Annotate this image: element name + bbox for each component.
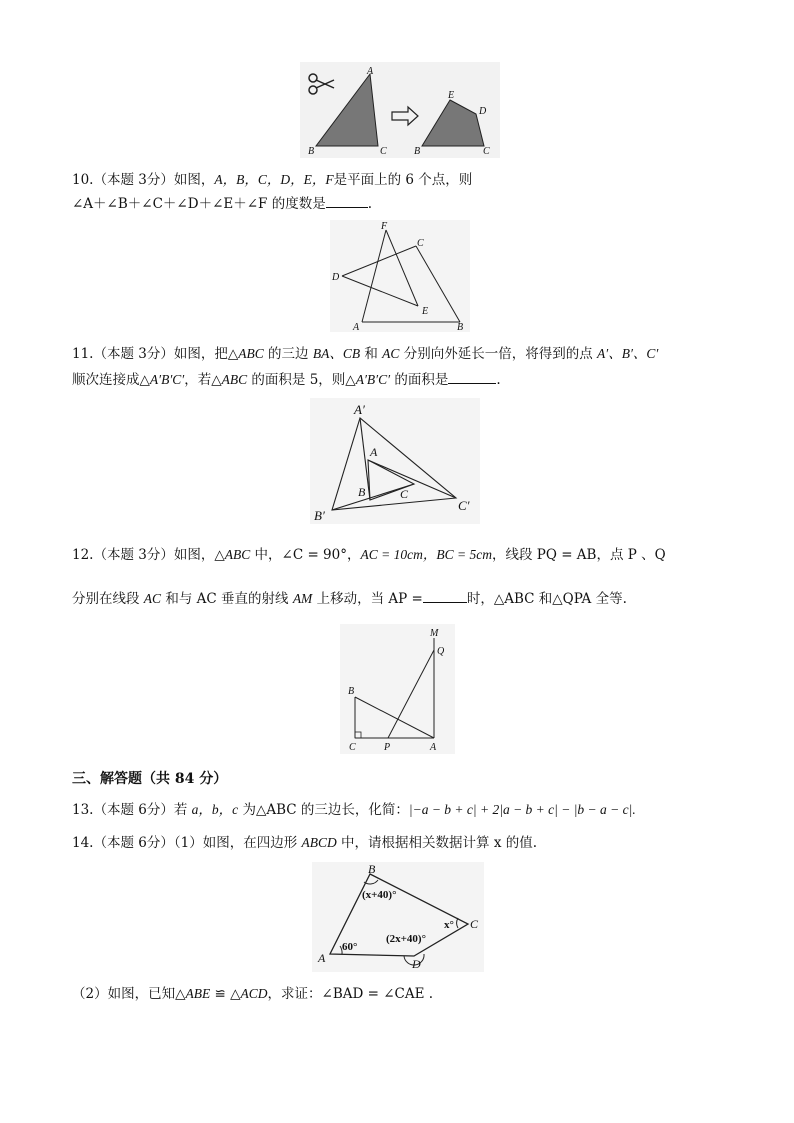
q13-vars: a，b，c (191, 802, 239, 817)
q12-ac: AC (143, 591, 162, 606)
label-b: B (308, 146, 315, 157)
label-q: Q (437, 646, 445, 657)
q11-abc2: ABC (221, 372, 248, 387)
q12-line1 (72, 545, 666, 565)
label-c: C (417, 238, 424, 249)
label-angle-d: (2x+40)° (386, 933, 426, 945)
q14-part2 (72, 984, 433, 1004)
figure-q14 (312, 862, 484, 972)
q11-rest: 分别向外延长一倍，将得到的点 (399, 346, 598, 362)
q12-line2-prefix: 分别在线段 (72, 591, 144, 607)
q14-rest: 中，请根据相关数据计算 x 的值. (336, 835, 538, 851)
q11-line2-mid: ，若△ (184, 372, 222, 388)
q10-prefix: 10.（本题 3分）如图， (72, 172, 215, 188)
q11-line2 (72, 369, 501, 390)
q11-period: . (496, 372, 501, 388)
label-c: C (470, 917, 479, 931)
q12-line2-end: 时，△ABC 和△QPA 全等. (466, 591, 627, 607)
q14-quad: ABCD (301, 835, 337, 850)
q12-line2 (72, 588, 627, 609)
q11-line2-prefix: 顺次连接成△ (72, 372, 150, 388)
q10-answer-blank[interactable] (326, 193, 368, 208)
q11-line2-end: 的面积是 (390, 372, 449, 388)
q10-suffix: 是平面上的 6 个点，则 (333, 172, 473, 188)
q12-prefix: 12.（本题 3分）如图，△ (72, 547, 225, 563)
q11-side-ac: AC (382, 346, 400, 361)
q10-points: A，B，C，D，E，F (214, 172, 334, 187)
label-a: A (318, 951, 326, 965)
q12-abc: ABC (224, 547, 251, 562)
label-angle-a: 60° (342, 941, 358, 953)
q14-part2-prefix: （2）如图，已知△ (72, 986, 186, 1002)
q13-line (72, 800, 636, 820)
q11-abc-prime: A′B′C′ (149, 372, 185, 387)
q12-line2-rest: 上移动，当 AP = (312, 591, 423, 607)
figure-cut-triangle (300, 62, 500, 158)
q14-line1 (72, 833, 537, 853)
figure-q10 (330, 220, 470, 332)
q14-part2-rest: ，求证：∠BAD = ∠CAE . (267, 986, 434, 1002)
label-b: B (457, 322, 464, 332)
label-a: A (430, 742, 437, 753)
q13-prefix: 13.（本题 6分）若 (72, 802, 192, 818)
label-b: B (358, 485, 366, 499)
label-a: A (367, 66, 374, 77)
section-title: 三、解答题（共 84 分） (72, 771, 228, 787)
label-angle-c: x° (444, 919, 454, 931)
q12-answer-blank[interactable] (423, 588, 467, 603)
q12-mid: 中，∠C = 90°， (250, 547, 361, 563)
label-b-prime: B′ (314, 508, 325, 523)
label-d: D (412, 957, 421, 971)
q14-abe: ABE (185, 986, 211, 1001)
figure-q11 (310, 398, 480, 524)
label-b: B (348, 686, 355, 697)
label-c: C (349, 742, 356, 753)
q13-expression: |−a − b + c| + 2|a − b + c| − |b − a − c|. (408, 802, 636, 817)
q10-period: . (367, 196, 373, 212)
label-p: P (384, 742, 391, 753)
q11-and: 和 (360, 346, 383, 362)
q11-mid: 的三边 (263, 346, 313, 362)
label-c: C (380, 146, 387, 157)
q11-sides: BA、CB (312, 346, 361, 361)
q14-acd: ACD (240, 986, 268, 1001)
q10-line2 (72, 193, 372, 214)
q12-line2-mid: 和与 AC 垂直的射线 (161, 591, 293, 607)
label-b2: B (414, 146, 421, 157)
q14-prefix: 14.（本题 6分）（1）如图，在四边形 (72, 835, 302, 851)
label-d: D (332, 272, 340, 283)
q12-rest: ，线段 PQ = AB，点 P 、Q (491, 547, 666, 563)
q11-primes: A′、B′、C′ (597, 346, 659, 361)
q11-abc-prime2: A′B′C′ (355, 372, 391, 387)
label-d: D (479, 106, 487, 117)
label-c2: C (483, 146, 490, 157)
q11-line1 (72, 344, 658, 364)
q11-answer-blank[interactable] (448, 369, 496, 384)
label-c: C (400, 487, 409, 501)
label-e: E (422, 306, 429, 317)
q14-cong: ≌ △ (210, 986, 241, 1002)
label-a-prime: A′ (354, 402, 365, 417)
label-f: F (381, 221, 388, 232)
figure-q12 (340, 624, 455, 754)
q13-mid: 为△ABC 的三边长，化简： (238, 802, 409, 818)
q11-line2-rest: 的面积是 5，则△ (247, 372, 356, 388)
label-a: A (370, 445, 378, 459)
q11-abc: ABC (238, 346, 264, 361)
label-e: E (448, 90, 455, 101)
label-c-prime: C′ (458, 498, 470, 513)
q11-prefix: 11.（本题 3分）如图，把△ (72, 346, 239, 362)
q12-am: AM (292, 591, 313, 606)
label-angle-b: (x+40)° (362, 889, 397, 901)
label-a: A (353, 322, 360, 332)
q10-expression: ∠A＋∠B＋∠C＋∠D＋∠E＋∠F 的度数是 (72, 196, 326, 212)
label-b: B (368, 862, 376, 876)
label-m: M (430, 628, 439, 639)
q12-lengths: AC = 10cm，BC = 5cm (360, 547, 492, 562)
q10-line1 (72, 170, 472, 190)
